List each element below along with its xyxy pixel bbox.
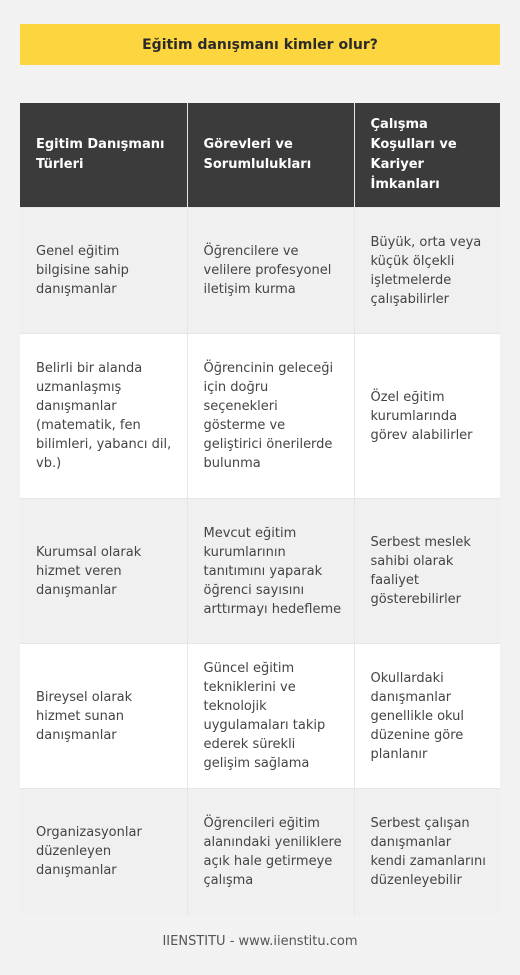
table-cell: Kurumsal olarak hizmet veren danışmanlar — [20, 499, 187, 644]
table-cell: Büyük, orta veya küçük ölçekli işletmelerde çalışabilirler — [354, 208, 500, 334]
table-row — [20, 499, 500, 644]
table-cell: Mevcut eğitim kurumlarının tanıtımını yaparak öğrenci sayısını arttırmayı hedefleme — [187, 499, 354, 644]
column-header-duties: Görevleri ve Sorumlulukları — [187, 103, 354, 208]
table-cell: Serbest çalışan danışmanlar kendi zamanlarını düzenleyebilir — [354, 789, 500, 915]
table-cell: Organizasyonlar düzenleyen danışmanlar — [20, 789, 187, 915]
table-row — [20, 789, 500, 915]
table-cell: Öğrencilere ve velilere profesyonel iletişim kurma — [187, 208, 354, 334]
column-header-conditions: Çalışma Koşulları ve Kariyer İmkanları — [354, 103, 500, 208]
table-cell: Belirli bir alanda uzmanlaşmış danışmanlar (matematik, fen bilimleri, yabancı dil, vb.) — [20, 334, 187, 499]
title-banner — [20, 24, 500, 65]
table-cell: Güncel eğitim tekniklerini ve teknolojik uygulamaları takip ederek sürekli gelişim sağlama — [187, 644, 354, 789]
table-cell: Öğrencileri eğitim alanındaki yeniliklere açık hale getirmeye çalışma — [187, 789, 354, 915]
table-header-row — [20, 103, 500, 208]
footer-credit: IIENSTITU - www.iienstitu.com — [162, 934, 358, 949]
column-header-types: Egitim Danışmanı Türleri — [20, 103, 187, 208]
table-row — [20, 208, 500, 334]
table-cell: Serbest meslek sahibi olarak faaliyet gösterebilirler — [354, 499, 500, 644]
table-row — [20, 334, 500, 499]
table-cell: Genel eğitim bilgisine sahip danışmanlar — [20, 208, 187, 334]
table-cell: Okullardaki danışmanlar genellikle okul düzenine göre planlanır — [354, 644, 500, 789]
table-row — [20, 644, 500, 789]
page-title: Eğitim danışmanı kimler olur? — [142, 36, 378, 53]
table-cell: Özel eğitim kurumlarında görev alabilirler — [354, 334, 500, 499]
career-table — [20, 103, 500, 915]
table-cell: Öğrencinin geleceği için doğru seçenekleri gösterme ve geliştirici önerilerde bulunma — [187, 334, 354, 499]
table-cell: Bireysel olarak hizmet sunan danışmanlar — [20, 644, 187, 789]
